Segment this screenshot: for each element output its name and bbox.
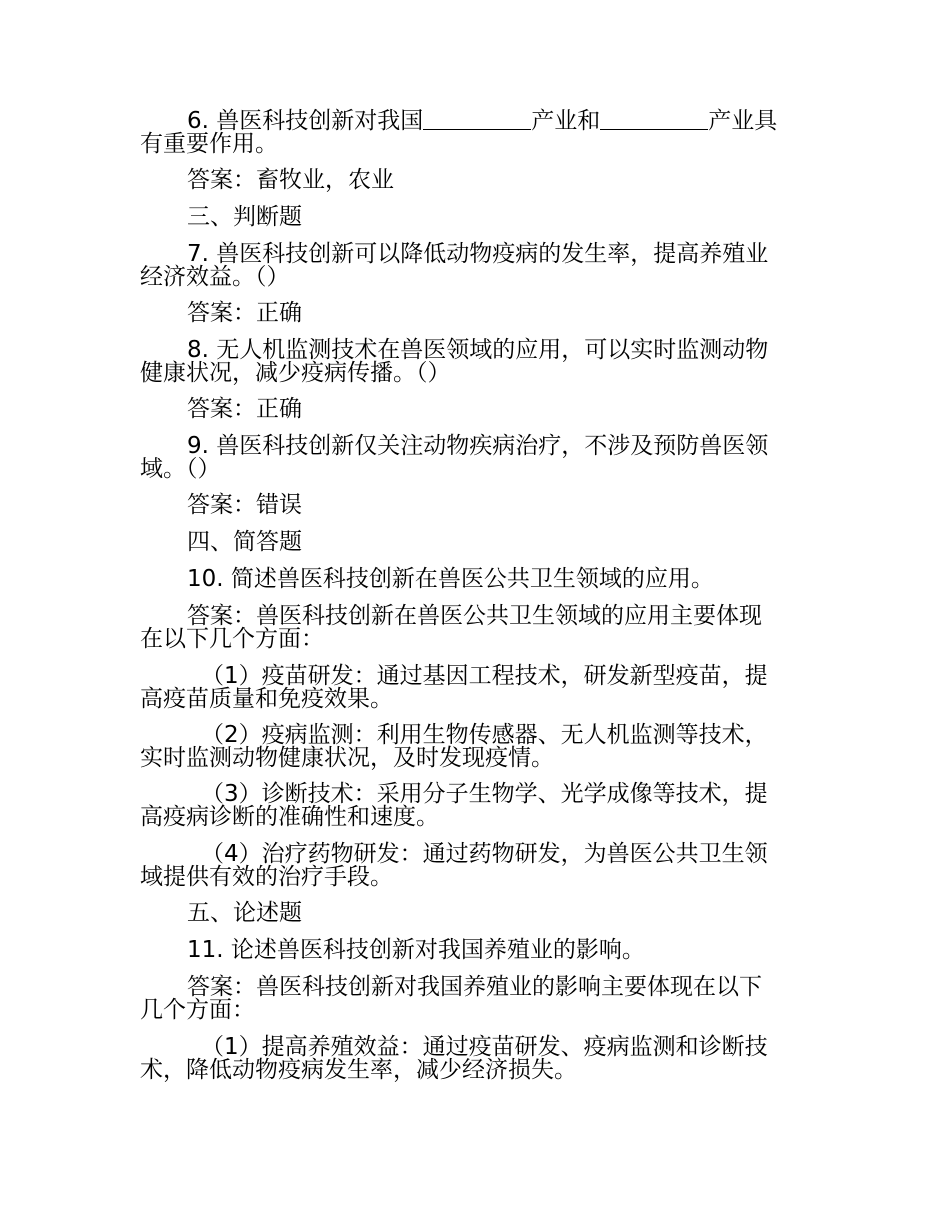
q7-line1: 7. 兽医科技创新可以降低动物疫病的发生率，提高养殖业 bbox=[187, 241, 769, 267]
section4-heading: 四、简答题 bbox=[187, 529, 302, 555]
q10-answer-line1: 答案：兽医科技创新在兽医公共卫生领域的应用主要体现 bbox=[187, 603, 762, 629]
q7-answer: 答案：正确 bbox=[187, 300, 302, 326]
q10-point-4-line1: （4）治疗药物研发：通过药物研发，为兽医公共卫生领 bbox=[201, 841, 768, 867]
q10-point-3-line2: 高疫病诊断的准确性和速度。 bbox=[140, 804, 439, 830]
q8-answer: 答案：正确 bbox=[187, 396, 302, 422]
q6-blank-2 bbox=[600, 107, 708, 130]
q11-answer-line2: 几个方面： bbox=[140, 997, 255, 1023]
q11-point-1-line2: 术，降低动物疫病发生率，减少经济损失。 bbox=[140, 1057, 577, 1083]
q6-text-c: 产业具 bbox=[708, 108, 778, 134]
q9-line2: 域。（） bbox=[140, 456, 221, 482]
q10-point-2-line1: （2）疫病监测：利用生物传感器、无人机监测等技术， bbox=[201, 722, 768, 748]
q10-question: 10. 简述兽医科技创新在兽医公共卫生领域的应用。 bbox=[187, 566, 714, 592]
q7-line2: 经济效益。（） bbox=[140, 264, 290, 290]
q10-point-4-line2: 域提供有效的治疗手段。 bbox=[140, 864, 393, 890]
q8-line1: 8. 无人机监测技术在兽医领域的应用，可以实时监测动物 bbox=[187, 337, 769, 363]
q10-point-2-line2: 实时监测动物健康状况，及时发现疫情。 bbox=[140, 745, 554, 771]
q6-text-a: 6. 兽医科技创新对我国 bbox=[187, 108, 424, 134]
q10-point-1-line1: （1）疫苗研发：通过基因工程技术，研发新型疫苗，提 bbox=[201, 663, 768, 689]
q11-point-1-line1: （1）提高养殖效益：通过疫苗研发、疫病监测和诊断技 bbox=[201, 1034, 768, 1060]
q10-point-3-line1: （3）诊断技术：采用分子生物学、光学成像等技术，提 bbox=[201, 781, 768, 807]
q6-answer: 答案：畜牧业，农业 bbox=[187, 167, 394, 193]
q6-line2: 有重要作用。 bbox=[140, 131, 278, 157]
section5-heading: 五、论述题 bbox=[187, 900, 302, 926]
q6-blank-1 bbox=[423, 107, 531, 130]
q11-question: 11. 论述兽医科技创新对我国养殖业的影响。 bbox=[187, 937, 645, 963]
q6-text-b: 产业和 bbox=[531, 108, 601, 134]
q9-line1: 9. 兽医科技创新仅关注动物疾病治疗，不涉及预防兽医领 bbox=[187, 433, 769, 459]
q8-line2: 健康状况，减少疫病传播。（） bbox=[140, 360, 451, 386]
q10-answer-line2: 在以下几个方面： bbox=[140, 626, 324, 652]
q10-point-1-line2: 高疫苗质量和免疫效果。 bbox=[140, 686, 393, 712]
q11-answer-line1: 答案：兽医科技创新对我国养殖业的影响主要体现在以下 bbox=[187, 974, 762, 1000]
section3-heading: 三、判断题 bbox=[187, 204, 302, 230]
q9-answer: 答案：错误 bbox=[187, 492, 302, 518]
